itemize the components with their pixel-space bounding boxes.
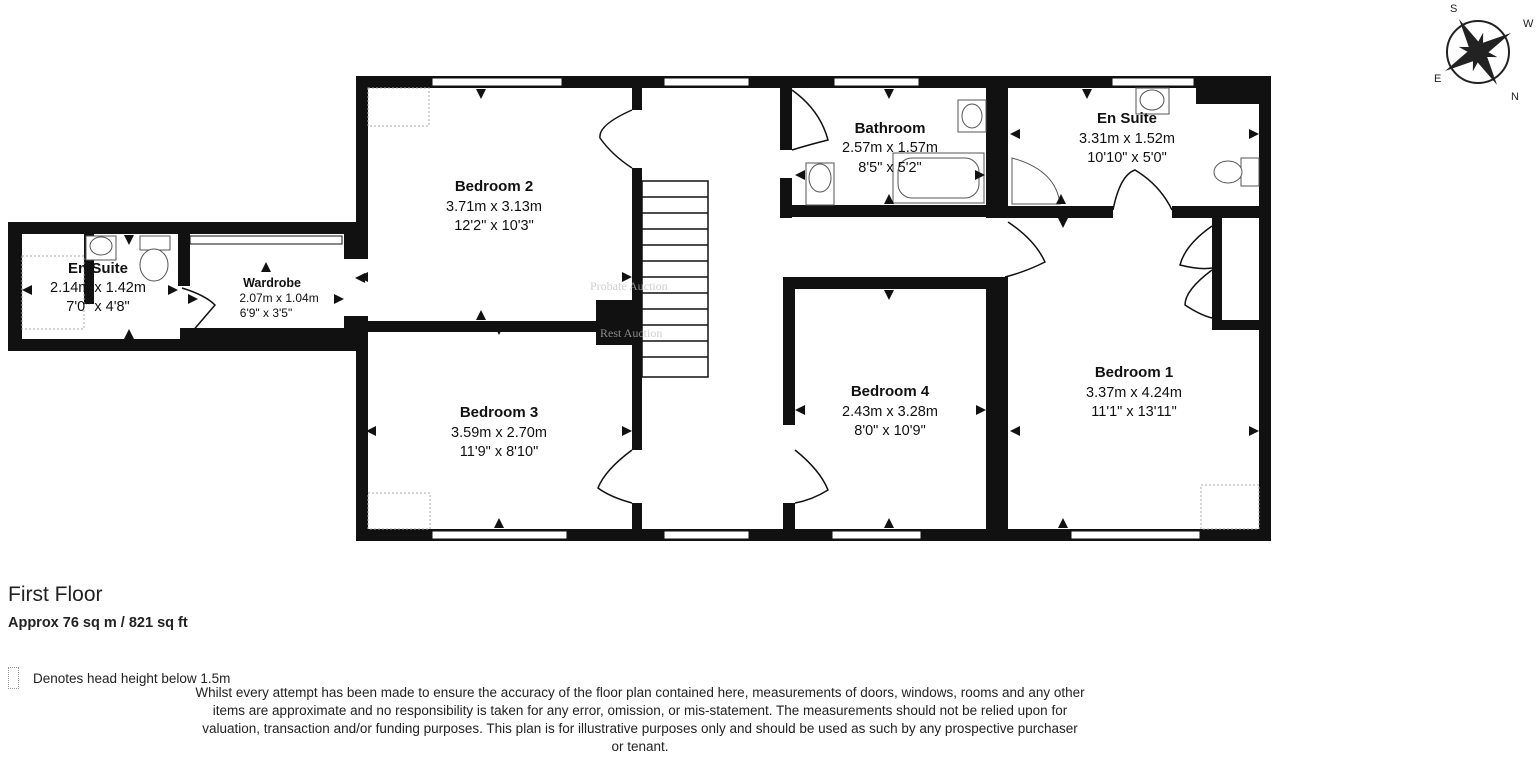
svg-text:Bedroom 3: Bedroom 3 <box>459 404 539 421</box>
floor-title: First Floor <box>8 583 103 606</box>
floor-area-text: Approx 76 sq m / 821 sq ft <box>8 615 188 631</box>
svg-text:E: E <box>1434 73 1442 85</box>
compass-icon <box>1434 3 1534 103</box>
svg-text:Bedroom 2: Bedroom 2 <box>454 178 534 195</box>
svg-text:11'9" x 8'10": 11'9" x 8'10" <box>459 444 539 460</box>
svg-text:Probate Auction: Probate Auction <box>590 279 668 293</box>
svg-text:Bedroom 1: Bedroom 1 <box>1094 364 1174 381</box>
svg-text:Rest Auction: Rest Auction <box>600 326 663 340</box>
svg-text:En Suite: En Suite <box>1096 110 1158 127</box>
svg-text:12'2" x 10'3": 12'2" x 10'3" <box>454 218 534 234</box>
svg-text:Bathroom: Bathroom <box>854 120 926 137</box>
svg-text:3.71m x 3.13m: 3.71m x 3.13m <box>446 199 542 215</box>
svg-text:8'0" x 10'9": 8'0" x 10'9" <box>854 423 926 439</box>
svg-text:11'1" x 13'11": 11'1" x 13'11" <box>1091 404 1177 420</box>
svg-text:En Suite: En Suite <box>67 260 129 277</box>
room-label-en-suite-left <box>50 260 146 315</box>
svg-text:2.07m x 1.04m: 2.07m x 1.04m <box>239 291 319 305</box>
disclaimer: Whilst every attempt has been made to ensure the accuracy of the floor plan contained here, measurements of doors, windows, rooms and any other items are approximate and no responsibility is taken for any error, omission, or mis-statement. The measurements should not be relied upon for valuation, transaction and/or funding purposes. This plan is for illustrative purposes only and should be used as such by any prospective purchaser or tenant. <box>195 685 1085 754</box>
svg-text:2.14m x 1.42m: 2.14m x 1.42m <box>50 280 146 296</box>
svg-text:N: N <box>1511 91 1519 103</box>
svg-text:6'9" x 3'5": 6'9" x 3'5" <box>239 306 293 320</box>
svg-text:10'10" x 5'0": 10'10" x 5'0" <box>1087 150 1167 166</box>
room-label-wardrobe <box>239 276 318 320</box>
svg-text:Wardrobe: Wardrobe <box>243 276 301 290</box>
svg-text:2.43m x 3.28m: 2.43m x 3.28m <box>842 404 938 420</box>
wc-ensuite-right <box>1241 158 1259 186</box>
svg-text:S: S <box>1450 3 1458 15</box>
svg-text:3.37m x 4.24m: 3.37m x 4.24m <box>1086 385 1182 401</box>
room-label-bedroom-4 <box>842 383 938 439</box>
svg-text:W: W <box>1523 18 1534 30</box>
svg-text:8'5" x 5'2": 8'5" x 5'2" <box>858 160 922 176</box>
svg-text:2.57m x 1.57m: 2.57m x 1.57m <box>842 140 938 156</box>
legend-text: Denotes head height below 1.5m <box>33 670 231 686</box>
svg-text:Bedroom 4: Bedroom 4 <box>850 383 930 400</box>
svg-text:7'0" x 4'8": 7'0" x 4'8" <box>66 299 130 315</box>
head-height-swatch-icon <box>8 667 19 689</box>
room-label-bedroom-2 <box>446 178 542 234</box>
wc-ensuite-left <box>140 236 170 250</box>
room-label-bedroom-1 <box>1086 364 1182 420</box>
room-label-bedroom-3 <box>451 404 547 460</box>
svg-text:3.31m x 1.52m: 3.31m x 1.52m <box>1079 131 1175 147</box>
svg-text:3.59m x 2.70m: 3.59m x 2.70m <box>451 425 547 441</box>
